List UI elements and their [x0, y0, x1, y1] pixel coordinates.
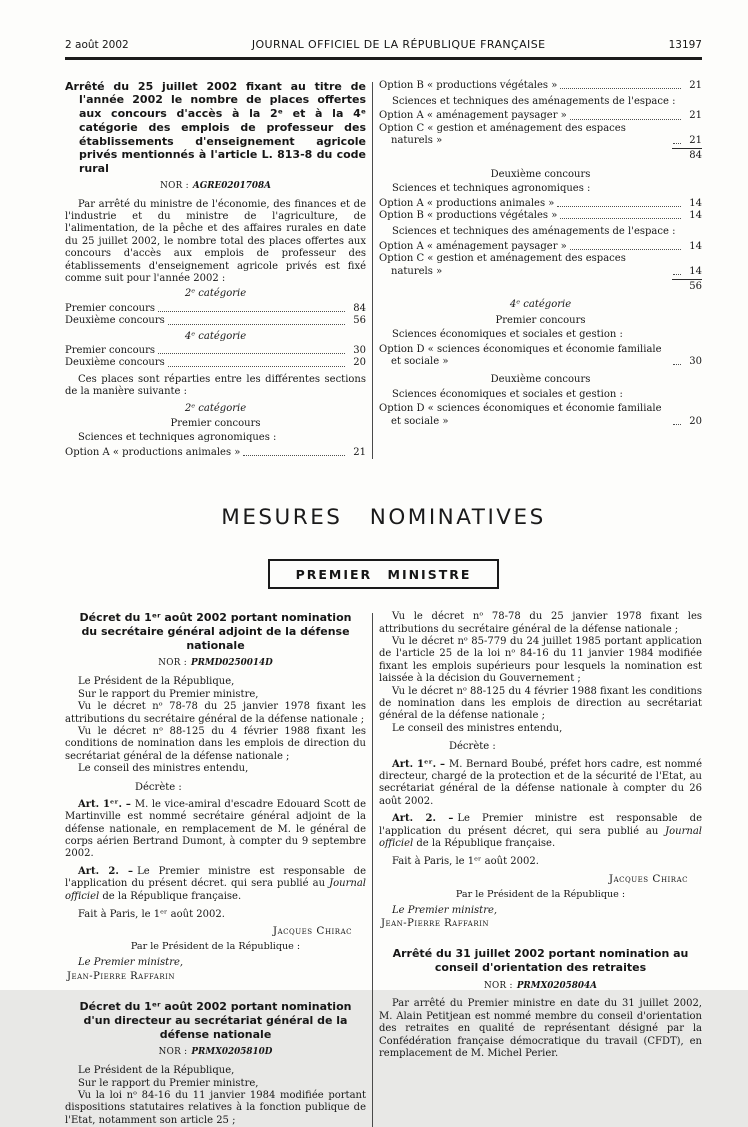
column-divider — [372, 82, 373, 460]
section-total-row — [379, 148, 702, 162]
allocation-value: 84 — [353, 302, 366, 314]
allocation-label: Option A « productions animales » — [65, 446, 241, 458]
journal-officiel-ref: Journal officiel — [65, 878, 366, 902]
article-text: de la République française. — [99, 890, 242, 902]
signature-name: Jacques Chirac — [272, 925, 352, 938]
arrete-body-paragraph: Par arrêté du Premier ministre en date du 31 juillet 2002, M. Alain Petitjean est nommé membre du conseil d'orientation des retraites en qualité de représentant désigné par la Confédération française démocratique du travail (CFDT), en remplacement de M. Michel Perier. — [379, 998, 702, 1059]
section-total: 84 — [672, 148, 702, 162]
repartition-paragraph: Ces places sont réparties entre les différentes sections de la manière suivante : — [65, 373, 366, 398]
dot-leader — [557, 206, 681, 207]
nor-line — [379, 981, 702, 992]
arrete-concours-title: Arrêté du 25 juillet 2002 fixant au titre de l'année 2002 le nombre de places offertes aux concours d'accès à la 2ᵉ et à la 4ᵉ catégorie des emplois de professeur des établissements d'enseignement agricole privés mentionnés à l'article L. 813-8 du code rural — [65, 79, 366, 176]
concours-right-column — [379, 80, 702, 460]
pm-role-line: Le Premier ministre, — [392, 904, 498, 916]
vu-paragraph: Vu le décret nᵒ 88-125 du 4 février 1988 fixant les conditions de nomination dans les emplois de direction du secrétariat général de la défense nationale ; — [65, 725, 366, 762]
article-text: M. Bernard Boubé, préfet hors cadre, est nommé directeur, chargé de la protection et de la sécurité de l'Etat, au secrétariat général de la défense nationale à compter du 26 août 2002. — [379, 758, 702, 807]
page-number: 13197 — [668, 39, 702, 51]
article-paragraph — [65, 799, 366, 861]
decrete-line: Décrète : — [449, 741, 496, 753]
dot-leader — [158, 353, 345, 354]
mesures-nominatives-heading: MESURES NOMINATIVES — [221, 505, 546, 531]
article-text: Le Premier ministre est responsable de l'application du présent décret. qui sera publié au — [65, 865, 366, 890]
allocation-value: 14 — [689, 197, 702, 209]
allocation-value: 21 — [689, 110, 702, 122]
allocation-label: Option B « productions végétales » — [379, 210, 558, 222]
intro-paragraph: Par arrêté du ministre de l'économie, des finances et de l'industrie et du ministre de l'agriculture, de l'alimentation, de la pêche et des affaires rurales en date du 25 juillet 2002, le nombre total des places offertes aux concours d'accès aux emplois de professeur des établissements d'enseignement agricole privés est fixé comme suit pour l'année 2002 : — [65, 198, 366, 285]
decree-paragraph: Le conseil des ministres entendu, — [78, 763, 249, 775]
allocation-value: 14 — [689, 265, 702, 277]
allocation-label: Premier concours — [65, 344, 156, 356]
decrete-line: Décrète : — [135, 781, 182, 793]
concours-subheading: Premier concours — [170, 417, 261, 429]
article-text: de la République française. — [413, 837, 556, 849]
allocation-row — [65, 345, 366, 357]
allocation-row — [379, 403, 702, 428]
allocation-value: 21 — [353, 446, 366, 458]
pm-role-line: Le Premier ministre, — [78, 957, 184, 969]
article-label: Art. 1ᵉʳ. – — [392, 758, 445, 770]
vu-paragraph: Vu le décret nᵒ 78-78 du 25 janvier 1978 fixant les attributions du secrétaire général de la défense nationale ; — [379, 611, 702, 635]
nominations-right-column — [379, 611, 702, 1127]
discipline-heading: Sciences et techniques des aménagements de l'espace : — [392, 95, 676, 107]
fait-line: Fait à Paris, le 1ᵉʳ août 2002. — [78, 909, 225, 921]
article-paragraph — [379, 813, 702, 850]
allocation-row — [379, 253, 702, 278]
journal-officiel-ref: Journal officiel — [379, 825, 702, 849]
allocation-label: Premier concours — [65, 302, 156, 314]
header-rule — [65, 57, 702, 60]
nor-line — [65, 658, 366, 669]
discipline-heading: Sciences économiques et sociales et gestion : — [392, 329, 623, 341]
ministry-box-wrap — [65, 559, 702, 590]
nor-code: PRMD0250014D — [191, 658, 273, 669]
signature-name: Jacques Chirac — [608, 872, 688, 885]
dot-leader — [158, 311, 345, 312]
discipline-heading: Sciences et techniques des aménagements de l'espace : — [392, 226, 676, 238]
allocation-value: 21 — [689, 79, 702, 91]
allocation-row — [379, 123, 702, 148]
allocation-label: Option D « sciences économiques et économie familiale et sociale » — [379, 343, 662, 367]
article-paragraph — [65, 866, 366, 903]
pm-name-line: Jean-Pierre Raffarin — [381, 917, 490, 929]
decret1-title: Décret du 1ᵉʳ août 2002 portant nomination du secrétaire général adjoint de la défense nationale — [79, 611, 352, 653]
par-president-line: Par le Président de la République : — [455, 888, 626, 900]
allocation-row — [379, 80, 702, 92]
section-total: 56 — [672, 279, 702, 293]
dot-leader — [243, 455, 345, 456]
dot-leader — [673, 424, 681, 425]
dot-leader — [168, 366, 345, 367]
discipline-heading: Sciences et techniques agronomiques : — [392, 183, 591, 195]
article-paragraph — [379, 759, 702, 809]
dot-leader — [560, 218, 681, 219]
concours-left-column — [65, 80, 366, 460]
allocation-label: Option A « aménagement paysager » — [379, 240, 567, 252]
dot-leader — [560, 88, 681, 89]
dot-leader — [673, 143, 681, 144]
vu-paragraph: Vu le décret nᵒ 85-779 du 24 juillet 1985 portant application de l'article 25 de la loi nᵒ 84-16 du 11 janvier 1984 modifiée fixant les emplois supérieurs pour lesquels la nomination est laissée à la décision du Gouvernement ; — [379, 636, 702, 685]
nor-label: NOR : — [160, 180, 189, 191]
nor-code: PRMX0205804A — [516, 980, 597, 991]
decree-paragraph: Le Président de la République, — [78, 676, 235, 688]
nor-label: NOR : — [158, 1047, 188, 1058]
dot-leader — [570, 249, 681, 250]
par-president-line: Par le Président de la République : — [130, 941, 301, 953]
category-heading: 4ᵉ catégorie — [509, 299, 572, 311]
discipline-heading: Sciences économiques et sociales et gestion : — [392, 388, 623, 400]
pm-name-line: Jean-Pierre Raffarin — [67, 970, 176, 982]
allocation-row — [379, 241, 702, 253]
allocation-label: Option B « productions végétales » — [379, 79, 558, 91]
article-text: Le Premier ministre est responsable de l'application du présent décret, qui sera publié au — [379, 813, 702, 837]
nor-code: AGRE0201708A — [192, 180, 271, 191]
nominations-left-column — [65, 611, 366, 1127]
category-heading: 2ᵉ catégorie — [184, 402, 247, 414]
article-label: Art. 2. – — [392, 813, 454, 825]
decree-paragraph: Sur le rapport du Premier ministre, — [78, 688, 259, 700]
masthead-title: JOURNAL OFFICIEL DE LA RÉPUBLIQUE FRANÇAISE — [251, 38, 546, 51]
allocation-label: Option A « aménagement paysager » — [379, 110, 567, 122]
nor-label: NOR : — [484, 980, 513, 991]
nor-line — [65, 181, 366, 192]
dot-leader — [168, 324, 345, 325]
discipline-heading: Sciences et techniques agronomiques : — [78, 432, 277, 444]
allocation-label: Option D « sciences économiques et économie familiale et sociale » — [379, 403, 662, 427]
decree-paragraph: Le Président de la République, — [78, 1065, 235, 1077]
article-text: M. le vice-amiral d'escadre Edouard Scott de Martinville est nommé secrétaire général adjoint de la défense nationale, en remplacement de M. le général de corps aérien Bertrand Dumont, à compter du 9 septembre 2002. — [65, 798, 367, 860]
allocation-value: 30 — [353, 344, 366, 356]
vu-paragraph: Vu le décret nᵒ 88-125 du 4 février 1988 fixant les conditions de nomination dans les emplois de direction au secrétariat général de la défense nationale ; — [379, 685, 702, 722]
concours-subheading: Deuxième concours — [490, 374, 591, 386]
allocation-value: 14 — [689, 210, 702, 222]
section-total-row — [379, 279, 702, 293]
allocation-row — [65, 357, 366, 369]
allocation-value: 30 — [689, 355, 702, 367]
concours-section — [65, 80, 702, 460]
concours-subheading: Premier concours — [495, 314, 586, 326]
allocation-row — [379, 210, 702, 222]
allocation-row — [65, 315, 366, 327]
decree-paragraph: Sur le rapport du Premier ministre, — [78, 1077, 259, 1089]
allocation-row — [65, 303, 366, 315]
vu-paragraph: Vu la loi nᵒ 84-16 du 11 janvier 1984 modifiée portant dispositions statutaires relatives à la fonction publique de l'Etat, notamment son article 25 ; — [65, 1090, 366, 1126]
dot-leader — [673, 364, 681, 365]
concours-subheading: Deuxième concours — [490, 168, 591, 180]
decree-paragraph: Le conseil des ministres entendu, — [392, 722, 563, 734]
vu-paragraph: Vu le décret nᵒ 78-78 du 25 janvier 1978 fixant les attributions du secrétaire général de la défense nationale ; — [65, 701, 366, 725]
allocation-value: 20 — [689, 415, 702, 427]
allocation-row — [65, 447, 366, 459]
dot-leader — [673, 274, 681, 275]
arrete-retraites-title: Arrêté du 31 juillet 2002 portant nomination au conseil d'orientation des retraites — [392, 947, 689, 975]
article-label: Art. 2. – — [78, 865, 134, 877]
fait-line: Fait à Paris, le 1ᵉʳ août 2002. — [392, 856, 539, 868]
allocation-row — [379, 198, 702, 210]
article-label: Art. 1ᵉʳ. – — [78, 798, 131, 810]
premier-ministre-box: PREMIER MINISTRE — [268, 559, 500, 590]
allocation-value: 14 — [689, 240, 702, 252]
column-divider — [372, 613, 373, 1127]
header-date: 2 août 2002 — [65, 39, 129, 51]
allocation-row — [379, 344, 702, 369]
allocation-label: Deuxième concours — [65, 357, 165, 369]
category-heading: 2ᵉ catégorie — [184, 288, 247, 300]
nor-line — [65, 1047, 366, 1058]
decret2-title: Décret du 1ᵉʳ août 2002 portant nomination d'un directeur au secrétariat général de la défense nationale — [79, 1000, 352, 1042]
allocation-label: Deuxième concours — [65, 315, 165, 327]
nor-code: PRMX0205810D — [191, 1047, 273, 1058]
dot-leader — [570, 119, 681, 120]
nor-label: NOR : — [158, 658, 187, 669]
allocation-value: 20 — [353, 357, 366, 369]
allocation-value: 56 — [353, 315, 366, 327]
category-heading: 4ᵉ catégorie — [184, 330, 247, 342]
allocation-label: Option A « productions animales » — [379, 197, 555, 209]
page-header — [65, 38, 702, 52]
nominations-section — [65, 611, 702, 1127]
allocation-value: 21 — [689, 135, 702, 147]
allocation-label: Option C « gestion et aménagement des espaces naturels » — [379, 253, 626, 277]
allocation-label: Option C « gestion et aménagement des espaces naturels » — [379, 122, 626, 147]
allocation-row — [379, 110, 702, 122]
